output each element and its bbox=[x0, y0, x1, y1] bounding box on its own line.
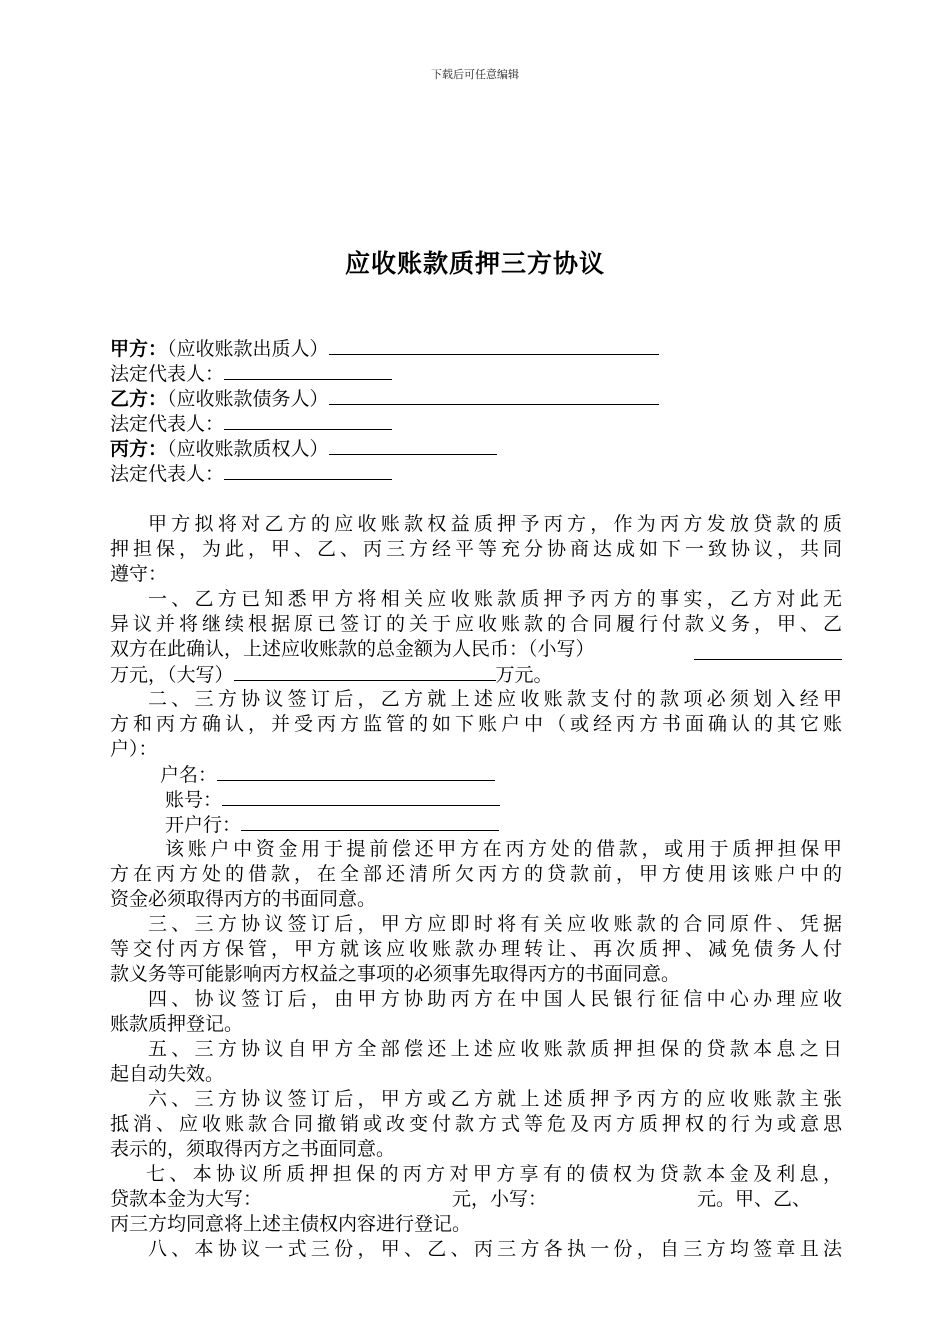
intro-line: 甲方拟将对乙方的应收账款权益质押予丙方，作为丙方发放贷款的质 bbox=[148, 513, 842, 535]
clause-8-line: 八、本协议一式三份，甲、乙、丙三方各执一份，自三方均签章且法 bbox=[148, 1238, 842, 1260]
clause-6-line: 抵消、应收账款合同撤销或改变付款方式等危及丙方质押权的行为或意思 bbox=[110, 1113, 842, 1135]
party-a-name-blank bbox=[329, 336, 659, 355]
party-b-rep-blank bbox=[224, 411, 392, 430]
party-c-line bbox=[110, 436, 850, 461]
account-bank-label: 开户行： bbox=[165, 814, 242, 836]
party-c-name-blank bbox=[329, 436, 497, 455]
clause-1-line bbox=[110, 662, 842, 687]
party-c-role: （应收账款质权人） bbox=[167, 438, 329, 460]
clause-1-line bbox=[110, 637, 842, 662]
party-b-rep-line bbox=[110, 411, 850, 436]
party-c-rep-label: 法定代表人： bbox=[110, 463, 225, 485]
clause-2b-line: 该账户中资金用于提前偿还甲方在丙方处的借款，或用于质押担保甲 bbox=[165, 838, 842, 860]
account-name-blank bbox=[217, 762, 495, 781]
clause-3-line: 款义务等可能影响丙方权益之事项的必须事先取得丙方的书面同意。 bbox=[110, 963, 681, 985]
party-c-rep-blank bbox=[224, 461, 392, 480]
document-title: 应收账款质押三方协议 bbox=[344, 249, 605, 278]
party-a-rep-blank bbox=[224, 361, 392, 380]
clause-7-line bbox=[110, 1187, 842, 1212]
account-bank-line bbox=[110, 812, 842, 837]
clause-4-line: 四、协议签订后，由甲方协助丙方在中国人民银行征信中心办理应收 bbox=[148, 988, 842, 1010]
clause-2-line: 户）： bbox=[110, 738, 158, 760]
clause-5-line: 起自动失效。 bbox=[110, 1063, 225, 1085]
clause-7-line: 七、本协议所质押担保的丙方对甲方享有的债权为贷款本金及利息， bbox=[146, 1163, 842, 1185]
account-number-blank bbox=[222, 787, 500, 806]
party-a-rep-line bbox=[110, 361, 850, 386]
account-name-label: 户名： bbox=[160, 764, 218, 786]
clause-3-line: 等交付丙方保管，甲方就该应收账款办理转让、再次质押、减免债务人付 bbox=[110, 938, 842, 960]
account-name-line bbox=[110, 762, 842, 787]
party-b-name-blank bbox=[329, 386, 659, 405]
party-a-role: （应收账款出质人） bbox=[167, 338, 329, 360]
principal-lower-label: 元，小写： bbox=[452, 1188, 548, 1210]
clause-6-line: 表示的，须取得丙方之书面同意。 bbox=[110, 1138, 396, 1160]
principal-unit: 元。甲、乙、 bbox=[697, 1188, 812, 1210]
intro-line: 押担保，为此，甲、乙、丙三方经平等充分协商达成如下一致协议，共同 bbox=[110, 538, 842, 560]
clause-4-line: 账款质押登记。 bbox=[110, 1013, 244, 1035]
amount-big-blank bbox=[234, 662, 496, 681]
clause-1-line: 异议并将继续根据原已签订的关于应收账款的合同履行付款义务，甲、乙 bbox=[110, 613, 842, 635]
account-number-label: 账号： bbox=[165, 789, 223, 811]
header-note: 下载后可任意编辑 bbox=[431, 68, 519, 81]
clause-3-line: 三、三方协议签订后，甲方应即时将有关应收账款的合同原件、凭据 bbox=[148, 913, 842, 935]
clause-1-line: 一、乙方已知悉甲方将相关应收账款质押予丙方的事实，乙方对此无 bbox=[148, 588, 842, 610]
clause-2-line: 二、三方协议签订后，乙方就上述应收账款支付的款项必须划入经甲 bbox=[148, 688, 842, 710]
clause-5-line: 五、三方协议自甲方全部偿还上述应收账款质押担保的贷款本息之日 bbox=[148, 1038, 842, 1060]
clause-7-line: 丙三方均同意将上述主债权内容进行登记。 bbox=[110, 1213, 472, 1235]
amount-big-label: 万元，（大写） bbox=[110, 664, 234, 686]
party-c-label: 丙方： bbox=[110, 438, 168, 460]
party-a-line bbox=[110, 336, 850, 361]
account-bank-blank bbox=[241, 812, 499, 831]
party-a-label: 甲方： bbox=[110, 338, 168, 360]
amount-small-blank bbox=[694, 641, 842, 660]
party-c-rep-line bbox=[110, 461, 850, 486]
clause-2b-line: 资金必须取得丙方的书面同意。 bbox=[110, 888, 377, 910]
party-b-line bbox=[110, 386, 850, 411]
clause-2-line: 方和丙方确认，并受丙方监管的如下账户中（或经丙方书面确认的其它账 bbox=[110, 713, 842, 735]
parties-block bbox=[110, 336, 850, 486]
party-b-label: 乙方： bbox=[110, 388, 168, 410]
party-b-rep-label: 法定代表人： bbox=[110, 413, 225, 435]
amount-unit: 万元。 bbox=[495, 664, 553, 686]
principal-upper-label: 贷款本金为大写： bbox=[110, 1188, 263, 1210]
intro-line: 遵守： bbox=[110, 563, 168, 585]
account-number-line bbox=[110, 787, 842, 812]
clause-2b-line: 方在丙方处的借款，在全部还清所欠丙方的贷款前，甲方使用该账户中的 bbox=[110, 863, 842, 885]
amount-small-label: 双方在此确认，上述应收账款的总金额为人民币：（小写） bbox=[110, 638, 595, 660]
party-b-role: （应收账款债务人） bbox=[167, 388, 329, 410]
agreement-body bbox=[110, 512, 842, 1262]
clause-6-line: 六、三方协议签订后，甲方或乙方就上述质押予丙方的应收账款主张 bbox=[148, 1088, 842, 1110]
party-a-rep-label: 法定代表人： bbox=[110, 363, 225, 385]
